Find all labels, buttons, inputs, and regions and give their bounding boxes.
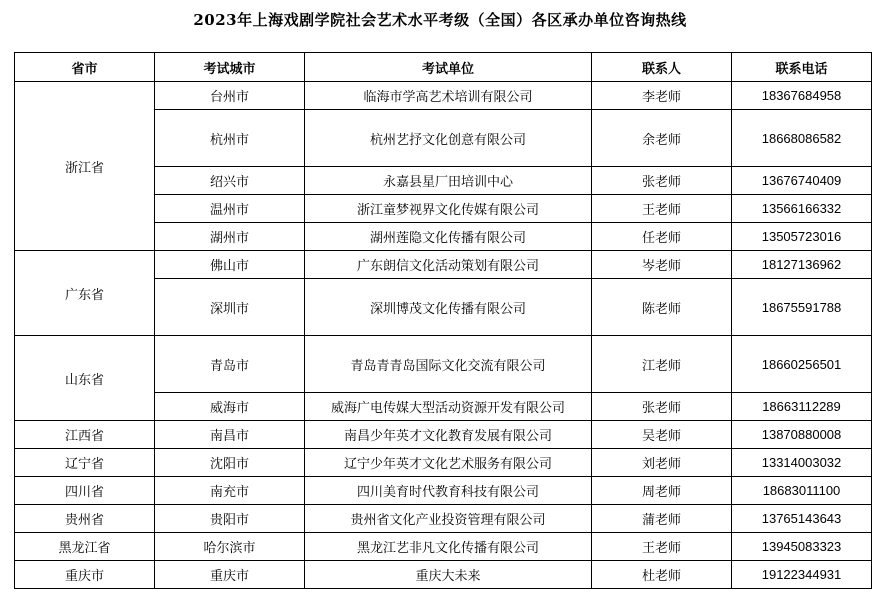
city-cell: 威海市 [155,393,305,421]
phone-cell: 18675591788 [732,279,872,336]
contact-cell: 张老师 [592,167,732,195]
hotline-table [14,52,872,589]
phone-cell: 13765143643 [732,505,872,533]
city-cell: 南昌市 [155,421,305,449]
phone-cell: 18127136962 [732,251,872,279]
phone-cell: 19122344931 [732,561,872,589]
unit-cell: 辽宁少年英才文化艺术服务有限公司 [305,449,592,477]
contact-cell: 吴老师 [592,421,732,449]
phone-cell: 18683011100 [732,477,872,505]
unit-cell: 永嘉县星厂田培训中心 [305,167,592,195]
contact-cell: 陈老师 [592,279,732,336]
contact-cell: 张老师 [592,393,732,421]
table-row [15,336,872,393]
contact-cell: 王老师 [592,533,732,561]
province-cell: 江西省 [15,421,155,449]
contact-cell: 余老师 [592,110,732,167]
table-row [15,82,872,110]
unit-cell: 深圳博茂文化传播有限公司 [305,279,592,336]
header-city: 考试城市 [155,53,305,82]
province-cell: 辽宁省 [15,449,155,477]
province-cell: 黑龙江省 [15,533,155,561]
phone-cell: 13314003032 [732,449,872,477]
unit-cell: 杭州艺抒文化创意有限公司 [305,110,592,167]
phone-cell: 18668086582 [732,110,872,167]
unit-cell: 南昌少年英才文化教育发展有限公司 [305,421,592,449]
contact-cell: 李老师 [592,82,732,110]
phone-cell: 13676740409 [732,167,872,195]
unit-cell: 青岛青青岛国际文化交流有限公司 [305,336,592,393]
city-cell: 重庆市 [155,561,305,589]
city-cell: 沈阳市 [155,449,305,477]
contact-cell: 蒲老师 [592,505,732,533]
unit-cell: 浙江童梦视界文化传媒有限公司 [305,195,592,223]
header-phone: 联系电话 [732,53,872,82]
phone-cell: 18660256501 [732,336,872,393]
phone-cell: 13505723016 [732,223,872,251]
city-cell: 绍兴市 [155,167,305,195]
table-row [15,449,872,477]
province-cell: 四川省 [15,477,155,505]
province-cell: 广东省 [15,251,155,336]
city-cell: 湖州市 [155,223,305,251]
city-cell: 贵阳市 [155,505,305,533]
city-cell: 佛山市 [155,251,305,279]
contact-cell: 刘老师 [592,449,732,477]
contact-cell: 岑老师 [592,251,732,279]
phone-cell: 13870880008 [732,421,872,449]
unit-cell: 黑龙江艺非凡文化传播有限公司 [305,533,592,561]
table-row [15,251,872,279]
contact-cell: 任老师 [592,223,732,251]
city-cell: 南充市 [155,477,305,505]
contact-cell: 杜老师 [592,561,732,589]
table-header-row [15,53,872,82]
table-row [15,561,872,589]
table-row [15,477,872,505]
phone-cell: 13945083323 [732,533,872,561]
unit-cell: 临海市学高艺术培训有限公司 [305,82,592,110]
unit-cell: 贵州省文化产业投资管理有限公司 [305,505,592,533]
city-cell: 哈尔滨市 [155,533,305,561]
table-row [15,505,872,533]
city-cell: 深圳市 [155,279,305,336]
city-cell: 台州市 [155,82,305,110]
header-province: 省市 [15,53,155,82]
unit-cell: 湖州莲隐文化传播有限公司 [305,223,592,251]
city-cell: 杭州市 [155,110,305,167]
province-cell: 贵州省 [15,505,155,533]
unit-cell: 重庆大未来 [305,561,592,589]
city-cell: 温州市 [155,195,305,223]
city-cell: 青岛市 [155,336,305,393]
table-row [15,533,872,561]
contact-cell: 江老师 [592,336,732,393]
unit-cell: 四川美育时代教育科技有限公司 [305,477,592,505]
unit-cell: 威海广电传媒大型活动资源开发有限公司 [305,393,592,421]
header-unit: 考试单位 [305,53,592,82]
page-title: 2023年上海戏剧学院社会艺术水平考级（全国）各区承办单位咨询热线 [193,11,687,29]
unit-cell: 广东朗信文化活动策划有限公司 [305,251,592,279]
province-cell: 重庆市 [15,561,155,589]
contact-cell: 周老师 [592,477,732,505]
table-row [15,421,872,449]
province-cell: 山东省 [15,336,155,421]
phone-cell: 13566166332 [732,195,872,223]
phone-cell: 18367684958 [732,82,872,110]
phone-cell: 18663112289 [732,393,872,421]
header-contact: 联系人 [592,53,732,82]
province-cell: 浙江省 [15,82,155,251]
contact-cell: 王老师 [592,195,732,223]
